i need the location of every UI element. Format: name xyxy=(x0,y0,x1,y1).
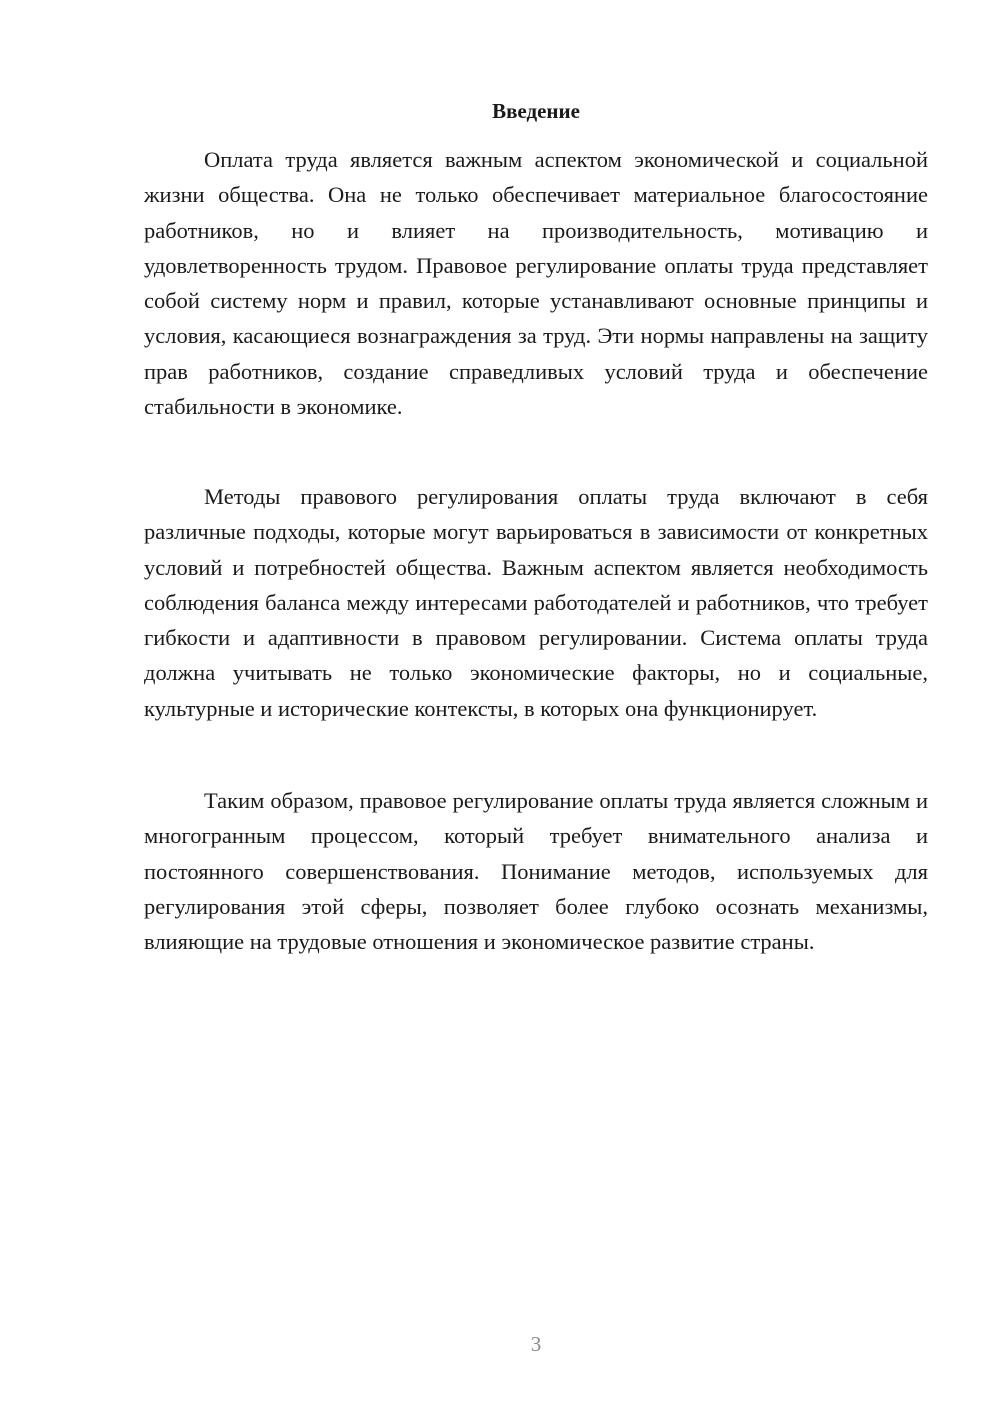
section-title: Введение xyxy=(492,99,580,123)
paragraph-conclusion: Таким образом, правовое регулирование оплаты труда является сложным и многогранным процессом, который требует внимательного анализа и постоянного совершенствования. Понимание методов, используемых для регулирования этой сферы, позволяет более глубоко осознать механизмы, влияющие на трудовые отношения и экономическое развитие страны. xyxy=(144,788,928,955)
paragraph-intro: Оплата труда является важным аспектом экономической и социальной жизни общества. Она не только обеспечивает материальное благосостояние работников, но и влияет на производительность, мотивацию и удовлетворенность трудом. Правовое регулирование оплаты труда представляет собой систему норм и правил, которые устанавливают основные принципы и условия, касающиеся вознаграждения за труд. Эти нормы направлены на защиту прав работников, создание справедливых условий труда и обеспечение стабильности в экономике. xyxy=(144,147,928,420)
paragraph-methods: Методы правового регулирования оплаты труда включают в себя различные подходы, которые могут варьироваться в зависимости от конкретных условий и потребностей общества. Важным аспектом является необходимость соблюдения баланса между интересами работодателей и работников, что требует гибкости и адаптивности в правовом регулировании. Система оплаты труда должна учитывать не только экономические факторы, но и социальные, культурные и исторические контексты, в которых она функционирует. xyxy=(144,484,928,721)
page-number: 3 xyxy=(530,1332,542,1356)
